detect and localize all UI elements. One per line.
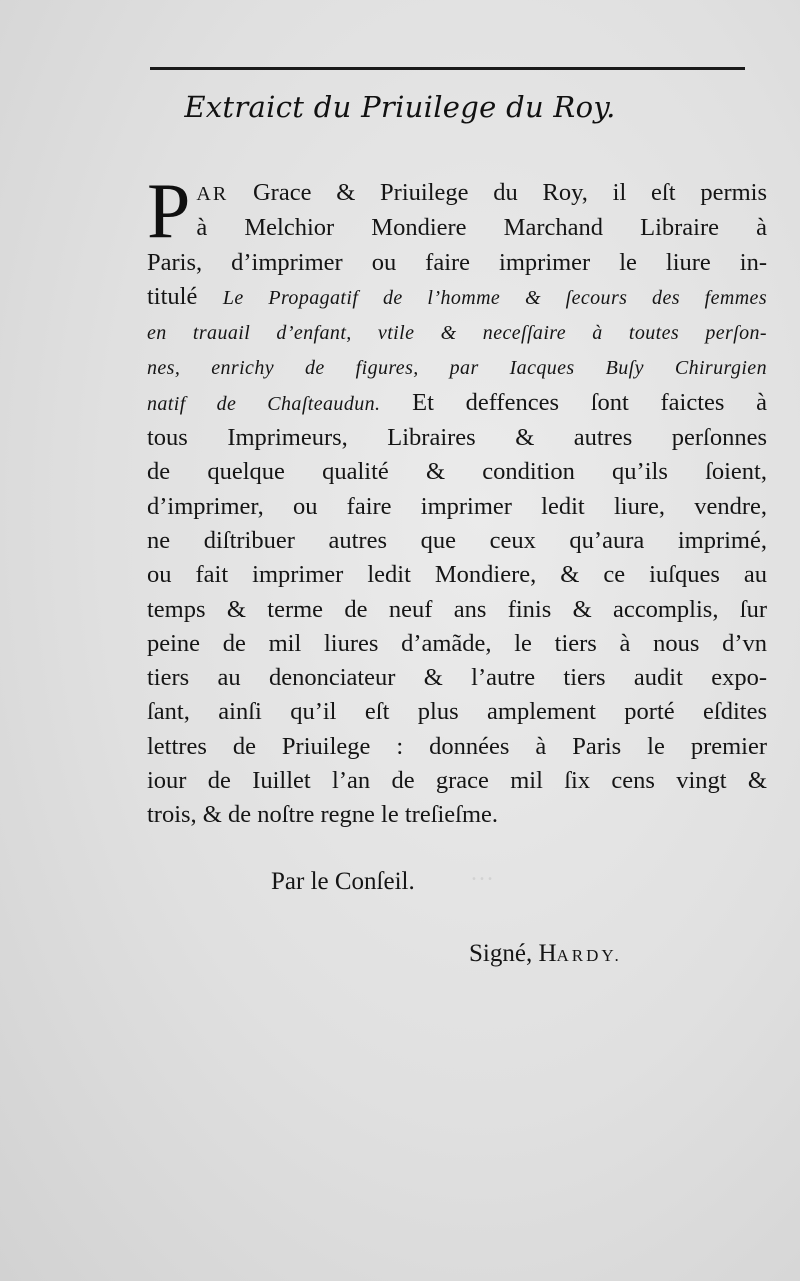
signed-prefix: Signé, [469,940,533,967]
roman-text: ſant, ainſi qu’il eſt plus amplement porté eſdites [147,698,767,726]
roman-text: tous Imprimeurs, Libraires & autres perſonnes [147,424,767,452]
drop-cap-initial: P [147,167,191,254]
text-line [147,455,767,489]
page-title: Extraict du Priuilege du Roy. [184,90,616,124]
roman-text: de quelque qualité & condition qu’ils ſoient, [147,458,767,486]
text-line [147,764,767,798]
text-line [147,315,767,350]
text-line [147,627,767,661]
text-line [147,730,767,764]
text-line [147,280,767,315]
text-line [147,246,767,280]
text-line [147,558,767,592]
text-line [147,798,767,832]
roman-text: iour de Iuillet l’an de grace mil ſix cens vingt & [147,767,767,795]
roman-text: Paris, d’imprimer ou faire imprimer le liure in- [147,248,767,276]
roman-text: temps & terme de neuf ans finis & accomplis, ſur [147,595,767,623]
text-line [147,176,767,211]
italic-title-text: nes, enrichy de figures, par Iacques Buſy Chirurgien [147,357,767,380]
show-through-text: … [470,860,494,886]
italic-title-text: en trauail d’enfant, vtile & neceſſaire à toutes perſon- [147,322,767,345]
opening-caps: AR [196,183,229,205]
roman-text: tiers au denonciateur & l’autre tiers audit expo- [147,664,767,692]
roman-text: lettres de Priuilege : données à Paris le premier [147,732,767,760]
header-rule [150,67,745,70]
signed-name-initial: H [538,940,557,967]
text-line [147,386,767,421]
roman-text: Grace & Priuilege du Roy, il eſt permis [252,179,767,206]
roman-text: ou fait imprimer ledit Mondiere, & ce iuſques au [147,561,767,589]
text-line [147,421,767,455]
roman-text: d’imprimer, ou faire imprimer ledit liure, vendre, [147,492,767,520]
roman-text: titulé [147,282,198,310]
text-line [147,661,767,695]
signature-signed [469,940,622,968]
privilege-text [147,167,768,833]
text-line [147,593,767,627]
text-line [147,211,767,245]
text-line [147,695,767,729]
text-line [147,350,767,385]
italic-title-text: natif de Chaſteaudun. [147,392,381,415]
italic-title-text: Le Propagatif de l’homme & ſecours des femmes [222,286,768,309]
signed-name-rest: ARDY. [556,946,622,965]
text-line [147,524,767,558]
signature-council: Par le Conſeil. [271,868,415,895]
roman-text: à Melchior Mondiere Marchand Libraire à [196,214,767,242]
roman-text: trois, & de noſtre regne le treſieſme. [147,801,499,829]
text-line [147,490,767,524]
roman-text: Et deffences ſont faictes à [412,388,767,416]
roman-text: ne diſtribuer autres que ceux qu’aura imprimé, [147,526,767,554]
roman-text: peine de mil liures d’amãde, le tiers à nous d’vn [147,629,767,657]
